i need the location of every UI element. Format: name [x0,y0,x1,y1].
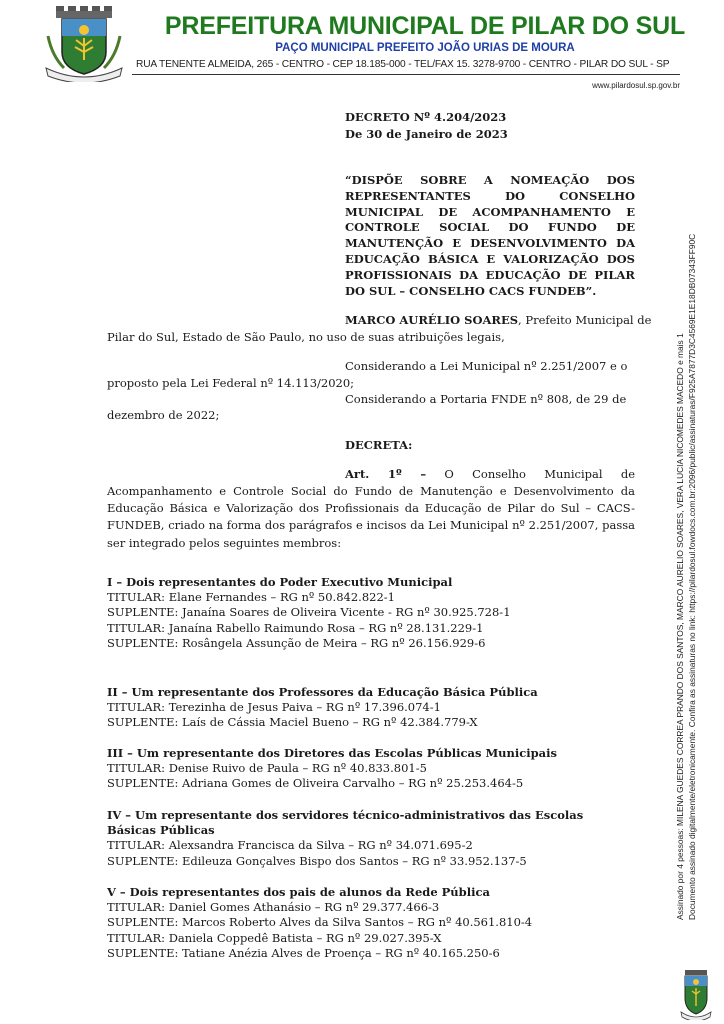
member-line: SUPLENTE: Edileuza Gonçalves Bispo dos Santos – RG nº 33.952.137-5 [107,853,527,868]
article-1-body: Acompanhamento e Controle Social do Fundo de Manutenção e Desenvolvimento da Educação Básica e Valorização dos Profissionais da Educação de Pilar do Sul – CACS-FUNDEB, criado na forma dos parágrafos e incisos da Lei Municipal nº 2.251/2007, passa ser integrado pelos seguintes membros: [107,484,635,550]
section-ii [107,685,647,731]
section-v [107,885,647,961]
article-first-line-text: O Conselho Municipal de [444,467,635,481]
municipal-coat-of-arms-icon [679,970,713,1020]
member-line: SUPLENTE: Rosângela Assunção de Meira – RG nº 26.156.929-6 [107,635,486,650]
address-line: RUA TENENTE ALMEIDA, 265 - CENTRO - CEP 18.185-000 - TEL/FAX 15. 3278-9700 - CENTRO - PILAR DO SUL - SP [136,59,670,70]
member-line: SUPLENTE: Janaína Soares de Oliveira Vicente - RG nº 30.925.728-1 [107,605,511,620]
decree-ementa: “DISPÕE SOBRE A NOMEAÇÃO DOS REPRESENTANTES DO CONSELHO MUNICIPAL DE ACOMPANHAMENTO E CONTROLE SOCIAL DO FUNDO DE MANUTENÇÃO E DESENVOLVIMENTO DA EDUCAÇÃO BÁSICA E VALORIZAÇÃO DOS PROFISSIONAIS DA EDUCAÇÃO DE PILAR DO SUL – CONSELHO CACS FUNDEB”. [345,173,635,298]
section-iv [107,808,617,869]
preamble-rest-1: , Prefeito Municipal de [518,313,652,327]
considering-2a: Considerando a Portaria FNDE nº 808, de 29 de [345,392,627,406]
member-line: TITULAR: Terezinha de Jesus Paiva – RG nº 17.396.074-1 [107,700,441,715]
member-line: TITULAR: Daniela Coppedê Batista – RG nº 29.027.395-X [107,930,442,945]
decreta-label: DECRETA: [345,438,413,452]
page-subtitle: PAÇO MUNICIPAL PREFEITO JOÃO URIAS DE MOURA [275,42,575,54]
member-line: SUPLENTE: Marcos Roberto Alves da Silva Santos – RG nº 40.561.810-4 [107,915,533,930]
section-heading: I – Dois representantes do Poder Executivo Municipal [107,575,453,589]
mayor-name: MARCO AURÉLIO SOARES [345,313,519,327]
member-line: TITULAR: Alexsandra Francisca da Silva – RG nº 34.071.695-2 [107,838,473,853]
section-iii [107,746,647,792]
considering-1b: proposto pela Lei Federal nº 14.113/2020; [107,376,355,390]
section-heading: V – Dois representantes dos pais de alunos da Rede Pública [107,885,490,899]
signature-line-1: Assinado por 4 pessoas: MILENA GUEDES CORREA PRANDO DOS SANTOS, MARCO AURELIO SOARES, VERA LUCIA NICOMEDES MACEDO e mais 1 [675,333,685,920]
decree-number: DECRETO Nº 4.204/2023 [345,110,507,124]
decree-date: De 30 de Janeiro de 2023 [345,127,508,141]
member-line: TITULAR: Elane Fernandes – RG nº 50.842.822-1 [107,590,395,605]
digital-signature-stamp [674,0,698,920]
considering-2b: dezembro de 2022; [107,408,220,422]
page-title: PREFEITURA MUNICIPAL DE PILAR DO SUL [164,12,686,40]
website-link[interactable]: www.pilardosul.sp.gov.br [592,81,680,90]
member-line: SUPLENTE: Laís de Cássia Maciel Bueno – RG nº 42.384.779-X [107,715,478,730]
member-line: TITULAR: Janaína Rabello Raimundo Rosa – RG nº 28.131.229-1 [107,620,484,635]
coat-of-arms-icon [44,6,128,82]
article-label: Art. 1º – [345,467,427,481]
article-1-first-line [107,466,635,483]
section-heading: II – Um representante dos Professores da Educação Básica Pública [107,685,538,699]
member-line: SUPLENTE: Adriana Gomes de Oliveira Carvalho – RG nº 25.253.464-5 [107,776,524,791]
header-divider [132,74,680,75]
member-line: SUPLENTE: Tatiane Anézia Alves de Proença – RG nº 40.165.250-6 [107,945,500,960]
member-line: TITULAR: Denise Ruivo de Paula – RG nº 40.833.801-5 [107,761,427,776]
considering-1a: Considerando a Lei Municipal nº 2.251/2007 e o [345,359,628,373]
signature-verify-link[interactable]: Documento assinado digitalmente/eletronicamente. Confira as assinaturas no link: https://pilardosul.fowdocs.com.br:2096/public/assinaturas/F925A7877D3C4569E1E18DB07343FF90C [687,233,697,920]
member-line: TITULAR: Daniel Gomes Athanásio – RG nº 29.377.466-3 [107,900,440,915]
preamble-line-1 [345,312,651,328]
section-i [107,575,647,651]
preamble-line-2: Pilar do Sul, Estado de São Paulo, no uso de suas atribuições legais, [107,330,505,344]
section-heading: III – Um representante dos Diretores das Escolas Públicas Municipais [107,746,557,760]
section-heading: IV – Um representante dos servidores técnico-administrativos das Escolas Básicas Públicas [107,808,584,838]
